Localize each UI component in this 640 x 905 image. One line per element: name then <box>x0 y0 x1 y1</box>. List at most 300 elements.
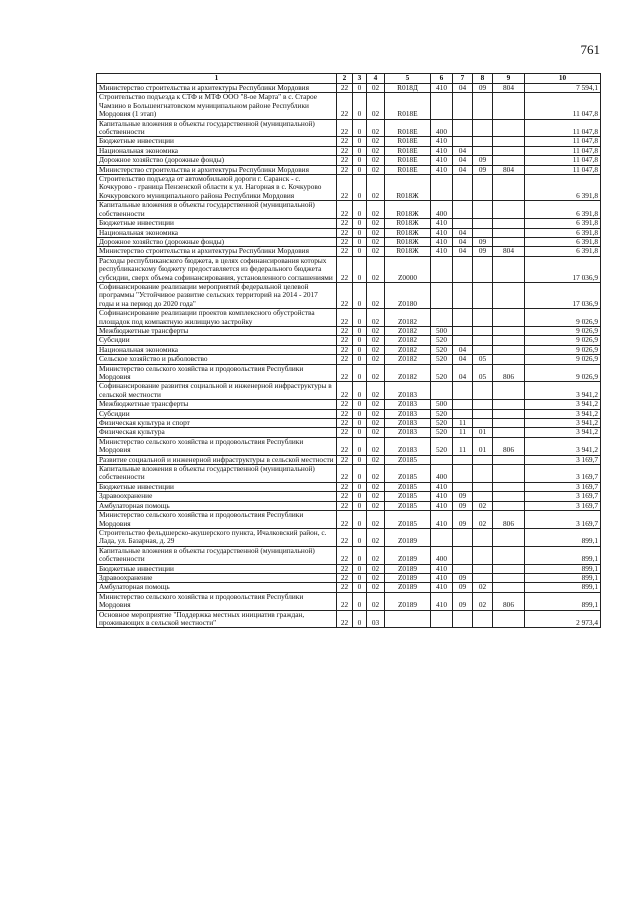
program-code-cell: R018Ж <box>385 201 431 219</box>
row-label: Сельское хозяйство и рыболовство <box>97 355 337 364</box>
row-label: Бюджетные инвестиции <box>97 482 337 491</box>
code-cell: 22 <box>337 592 353 610</box>
table-row <box>97 345 601 354</box>
code-cell: 02 <box>367 501 385 510</box>
budget-table <box>96 73 601 628</box>
ministry-code-cell <box>493 146 525 155</box>
expense-type-cell: 410 <box>431 156 453 165</box>
code-cell: 0 <box>353 482 367 491</box>
ministry-code-cell <box>493 256 525 282</box>
subsection-cell <box>473 256 493 282</box>
expense-type-cell <box>431 610 453 628</box>
program-code-cell: Z0189 <box>385 583 431 592</box>
ministry-code-cell <box>493 345 525 354</box>
subsection-cell <box>473 610 493 628</box>
section-cell: 09 <box>453 592 473 610</box>
amount-cell: 6 391,8 <box>525 228 601 237</box>
table-row <box>97 156 601 165</box>
column-header: 3 <box>353 74 367 84</box>
row-label: Физическая культура и спорт <box>97 419 337 428</box>
code-cell: 0 <box>353 364 367 382</box>
section-cell <box>453 482 473 491</box>
subsection-cell: 09 <box>473 237 493 246</box>
subsection-cell: 02 <box>473 592 493 610</box>
page-number: 761 <box>580 42 600 57</box>
section-cell: 04 <box>453 355 473 364</box>
code-cell: 0 <box>353 546 367 564</box>
code-cell: 0 <box>353 326 367 335</box>
section-cell <box>453 256 473 282</box>
table-row <box>97 382 601 400</box>
ministry-code-cell: 804 <box>493 165 525 174</box>
section-cell <box>453 400 473 409</box>
section-cell <box>453 528 473 546</box>
program-code-cell: R018Е <box>385 146 431 155</box>
subsection-cell <box>473 137 493 146</box>
amount-cell: 7 594,1 <box>525 84 601 93</box>
code-cell: 22 <box>337 237 353 246</box>
code-cell: 0 <box>353 336 367 345</box>
program-code-cell: Z0183 <box>385 400 431 409</box>
row-label: Субсидии <box>97 409 337 418</box>
code-cell: 22 <box>337 610 353 628</box>
program-code-cell: R018Ж <box>385 237 431 246</box>
ministry-code-cell <box>493 382 525 400</box>
code-cell: 22 <box>337 492 353 501</box>
code-cell: 02 <box>367 355 385 364</box>
subsection-cell <box>473 419 493 428</box>
section-cell <box>453 465 473 483</box>
section-cell: 11 <box>453 437 473 455</box>
row-label: Основное мероприятие "Поддержка местных инициатив граждан, проживающих в сельской местности" <box>97 610 337 628</box>
subsection-cell: 02 <box>473 583 493 592</box>
row-label: Министерство строительства и архитектуры Республики Мордовия <box>97 84 337 93</box>
table-row <box>97 336 601 345</box>
code-cell: 22 <box>337 501 353 510</box>
code-cell: 02 <box>367 228 385 237</box>
program-code-cell: Z0000 <box>385 256 431 282</box>
ministry-code-cell: 804 <box>493 247 525 256</box>
code-cell: 22 <box>337 165 353 174</box>
amount-cell: 11 047,8 <box>525 93 601 119</box>
amount-cell: 3 169,7 <box>525 465 601 483</box>
amount-cell: 899,1 <box>525 564 601 573</box>
expense-type-cell: 520 <box>431 345 453 354</box>
code-cell: 0 <box>353 175 367 201</box>
expense-type-cell: 520 <box>431 419 453 428</box>
ministry-code-cell: 806 <box>493 437 525 455</box>
section-cell <box>453 610 473 628</box>
row-label: Развитие социальной и инженерной инфраструктуры в сельской местности <box>97 455 337 464</box>
program-code-cell: Z0183 <box>385 382 431 400</box>
expense-type-cell <box>431 93 453 119</box>
row-label: Министерство сельского хозяйства и продовольствия Республики Мордовия <box>97 437 337 455</box>
ministry-code-cell <box>493 428 525 437</box>
ministry-code-cell <box>493 610 525 628</box>
row-label: Здравоохранение <box>97 492 337 501</box>
subsection-cell <box>473 573 493 582</box>
amount-cell: 899,1 <box>525 573 601 582</box>
subsection-cell: 05 <box>473 355 493 364</box>
amount-cell: 3 169,7 <box>525 501 601 510</box>
table-row <box>97 256 601 282</box>
amount-cell: 9 026,9 <box>525 355 601 364</box>
section-cell: 11 <box>453 419 473 428</box>
code-cell: 22 <box>337 84 353 93</box>
row-label: Строительство подъезда от автомобильной дороги г. Саранск - с. Кочкурово - граница Пензенской области к ул. Нагорная в с. Кочкурово Кочкуровского муниципального района Республики Мордовия <box>97 175 337 201</box>
code-cell: 02 <box>367 336 385 345</box>
ministry-code-cell <box>493 546 525 564</box>
code-cell: 22 <box>337 364 353 382</box>
section-cell <box>453 409 473 418</box>
section-cell <box>453 546 473 564</box>
section-cell: 04 <box>453 364 473 382</box>
code-cell: 0 <box>353 419 367 428</box>
ministry-code-cell <box>493 455 525 464</box>
code-cell: 02 <box>367 364 385 382</box>
code-cell: 02 <box>367 219 385 228</box>
row-label: Субсидии <box>97 336 337 345</box>
code-cell: 22 <box>337 309 353 327</box>
section-cell <box>453 336 473 345</box>
code-cell: 02 <box>367 583 385 592</box>
amount-cell: 9 026,9 <box>525 364 601 382</box>
subsection-cell <box>473 282 493 308</box>
column-header: 5 <box>385 74 431 84</box>
subsection-cell: 09 <box>473 84 493 93</box>
expense-type-cell: 400 <box>431 119 453 137</box>
row-label: Межбюджетные трансферты <box>97 326 337 335</box>
expense-type-cell: 410 <box>431 592 453 610</box>
code-cell: 22 <box>337 511 353 529</box>
subsection-cell <box>473 309 493 327</box>
program-code-cell: Z0183 <box>385 437 431 455</box>
code-cell: 22 <box>337 119 353 137</box>
subsection-cell <box>473 326 493 335</box>
section-cell: 04 <box>453 237 473 246</box>
program-code-cell: Z0182 <box>385 336 431 345</box>
ministry-code-cell <box>493 409 525 418</box>
section-cell: 04 <box>453 165 473 174</box>
code-cell: 0 <box>353 93 367 119</box>
code-cell: 02 <box>367 564 385 573</box>
code-cell: 02 <box>367 156 385 165</box>
expense-type-cell <box>431 282 453 308</box>
code-cell: 02 <box>367 528 385 546</box>
subsection-cell <box>473 201 493 219</box>
section-cell: 09 <box>453 501 473 510</box>
row-label: Капитальные вложения в объекты государственной (муниципальной) собственности <box>97 546 337 564</box>
code-cell: 02 <box>367 573 385 582</box>
amount-cell: 9 026,9 <box>525 345 601 354</box>
code-cell: 0 <box>353 501 367 510</box>
table-row <box>97 309 601 327</box>
code-cell: 22 <box>337 528 353 546</box>
subsection-cell <box>473 93 493 119</box>
amount-cell: 3 941,2 <box>525 419 601 428</box>
code-cell: 22 <box>337 256 353 282</box>
expense-type-cell: 410 <box>431 146 453 155</box>
code-cell: 0 <box>353 382 367 400</box>
program-code-cell: R018Ж <box>385 219 431 228</box>
table-row <box>97 465 601 483</box>
code-cell: 0 <box>353 400 367 409</box>
code-cell: 22 <box>337 137 353 146</box>
expense-type-cell: 410 <box>431 247 453 256</box>
section-cell <box>453 119 473 137</box>
code-cell: 0 <box>353 228 367 237</box>
row-label: Софинансирование реализации мероприятий федеральной целевой программы "Устойчивое развитие сельских территорий на 2014 - 2017 годы и на период до 2020 года" <box>97 282 337 308</box>
program-code-cell: Z0189 <box>385 528 431 546</box>
amount-cell: 6 391,8 <box>525 175 601 201</box>
table-row <box>97 455 601 464</box>
ministry-code-cell: 806 <box>493 511 525 529</box>
amount-cell: 9 026,9 <box>525 309 601 327</box>
subsection-cell: 01 <box>473 437 493 455</box>
amount-cell: 899,1 <box>525 592 601 610</box>
expense-type-cell: 400 <box>431 201 453 219</box>
amount-cell: 3 169,7 <box>525 455 601 464</box>
column-header: 10 <box>525 74 601 84</box>
code-cell: 0 <box>353 84 367 93</box>
section-cell: 04 <box>453 345 473 354</box>
code-cell: 02 <box>367 256 385 282</box>
ministry-code-cell <box>493 156 525 165</box>
amount-cell: 17 036,9 <box>525 256 601 282</box>
code-cell: 0 <box>353 437 367 455</box>
code-cell: 02 <box>367 309 385 327</box>
code-cell: 02 <box>367 247 385 256</box>
amount-cell: 899,1 <box>525 528 601 546</box>
section-cell: 04 <box>453 146 473 155</box>
amount-cell: 11 047,8 <box>525 165 601 174</box>
expense-type-cell: 520 <box>431 409 453 418</box>
table-row <box>97 201 601 219</box>
section-cell: 09 <box>453 492 473 501</box>
table-header-row <box>97 74 601 84</box>
expense-type-cell: 410 <box>431 219 453 228</box>
ministry-code-cell <box>493 564 525 573</box>
code-cell: 22 <box>337 219 353 228</box>
table-row <box>97 282 601 308</box>
code-cell: 22 <box>337 345 353 354</box>
code-cell: 02 <box>367 237 385 246</box>
row-label: Амбулаторная помощь <box>97 583 337 592</box>
program-code-cell: Z0180 <box>385 282 431 308</box>
row-label: Капитальные вложения в объекты государственной (муниципальной) собственности <box>97 119 337 137</box>
subsection-cell: 09 <box>473 156 493 165</box>
code-cell: 22 <box>337 228 353 237</box>
column-header: 6 <box>431 74 453 84</box>
amount-cell: 3 941,2 <box>525 400 601 409</box>
amount-cell: 6 391,8 <box>525 247 601 256</box>
ministry-code-cell <box>493 482 525 491</box>
table-row <box>97 228 601 237</box>
section-cell: 09 <box>453 511 473 529</box>
subsection-cell <box>473 219 493 228</box>
code-cell: 02 <box>367 345 385 354</box>
code-cell: 0 <box>353 428 367 437</box>
subsection-cell <box>473 336 493 345</box>
row-label: Министерство строительства и архитектуры Республики Мордовия <box>97 165 337 174</box>
program-code-cell: Z0189 <box>385 592 431 610</box>
subsection-cell <box>473 228 493 237</box>
subsection-cell <box>473 455 493 464</box>
ministry-code-cell <box>493 573 525 582</box>
code-cell: 0 <box>353 156 367 165</box>
amount-cell: 3 169,7 <box>525 511 601 529</box>
subsection-cell: 09 <box>473 247 493 256</box>
code-cell: 02 <box>367 511 385 529</box>
section-cell <box>453 309 473 327</box>
subsection-cell <box>473 409 493 418</box>
ministry-code-cell: 806 <box>493 364 525 382</box>
expense-type-cell: 520 <box>431 428 453 437</box>
code-cell: 0 <box>353 165 367 174</box>
subsection-cell <box>473 482 493 491</box>
program-code-cell: Z0185 <box>385 501 431 510</box>
section-cell: 11 <box>453 428 473 437</box>
expense-type-cell <box>431 455 453 464</box>
ministry-code-cell <box>493 355 525 364</box>
code-cell: 22 <box>337 482 353 491</box>
ministry-code-cell <box>493 528 525 546</box>
code-cell: 22 <box>337 282 353 308</box>
ministry-code-cell <box>493 336 525 345</box>
code-cell: 0 <box>353 583 367 592</box>
expense-type-cell: 520 <box>431 364 453 382</box>
row-label: Строительство подъезда к СТФ и МТФ ООО "8-ое Марта" в с. Старое Чамзино в Большеигнатовском муниципальном районе Республики Мордовия (1 этап) <box>97 93 337 119</box>
table-row <box>97 511 601 529</box>
code-cell: 02 <box>367 437 385 455</box>
expense-type-cell: 410 <box>431 501 453 510</box>
expense-type-cell <box>431 528 453 546</box>
table-row <box>97 364 601 382</box>
code-cell: 22 <box>337 93 353 119</box>
amount-cell: 3 941,2 <box>525 382 601 400</box>
code-cell: 0 <box>353 465 367 483</box>
program-code-cell: Z0183 <box>385 409 431 418</box>
amount-cell: 9 026,9 <box>525 326 601 335</box>
ministry-code-cell <box>493 137 525 146</box>
table-row <box>97 573 601 582</box>
code-cell: 0 <box>353 146 367 155</box>
expense-type-cell: 410 <box>431 583 453 592</box>
code-cell: 22 <box>337 400 353 409</box>
ministry-code-cell <box>493 228 525 237</box>
expense-type-cell <box>431 309 453 327</box>
subsection-cell <box>473 175 493 201</box>
table-row <box>97 419 601 428</box>
program-code-cell: R018Е <box>385 156 431 165</box>
expense-type-cell: 410 <box>431 165 453 174</box>
table-row <box>97 583 601 592</box>
row-label: Дорожное хозяйство (дорожные фонды) <box>97 237 337 246</box>
ministry-code-cell <box>493 400 525 409</box>
table-row <box>97 592 601 610</box>
amount-cell: 3 941,2 <box>525 437 601 455</box>
code-cell: 0 <box>353 256 367 282</box>
expense-type-cell: 500 <box>431 326 453 335</box>
amount-cell: 6 391,8 <box>525 219 601 228</box>
row-label: Софинансирование реализации проектов комплексного обустройства площадок под компактную жилищную застройку <box>97 309 337 327</box>
ministry-code-cell <box>493 119 525 137</box>
table-row <box>97 165 601 174</box>
code-cell: 02 <box>367 465 385 483</box>
row-label: Бюджетные инвестиции <box>97 564 337 573</box>
expense-type-cell: 410 <box>431 573 453 582</box>
column-header: 1 <box>97 74 337 84</box>
code-cell: 02 <box>367 137 385 146</box>
code-cell: 02 <box>367 382 385 400</box>
table-row <box>97 119 601 137</box>
ministry-code-cell <box>493 326 525 335</box>
row-label: Министерство сельского хозяйства и продовольствия Республики Мордовия <box>97 592 337 610</box>
program-code-cell: R018Д <box>385 84 431 93</box>
expense-type-cell: 410 <box>431 137 453 146</box>
program-code-cell: Z0183 <box>385 428 431 437</box>
code-cell: 22 <box>337 156 353 165</box>
code-cell: 02 <box>367 428 385 437</box>
row-label: Бюджетные инвестиции <box>97 219 337 228</box>
code-cell: 0 <box>353 219 367 228</box>
column-header: 9 <box>493 74 525 84</box>
code-cell: 22 <box>337 247 353 256</box>
program-code-cell: Z0189 <box>385 546 431 564</box>
table-row <box>97 437 601 455</box>
program-code-cell: Z0189 <box>385 564 431 573</box>
code-cell: 02 <box>367 482 385 491</box>
row-label: Здравоохранение <box>97 573 337 582</box>
subsection-cell <box>473 546 493 564</box>
subsection-cell <box>473 146 493 155</box>
code-cell: 0 <box>353 492 367 501</box>
amount-cell: 3 169,7 <box>525 492 601 501</box>
amount-cell: 3 169,7 <box>525 482 601 491</box>
subsection-cell <box>473 564 493 573</box>
expense-type-cell: 520 <box>431 355 453 364</box>
code-cell: 0 <box>353 528 367 546</box>
code-cell: 02 <box>367 119 385 137</box>
code-cell: 0 <box>353 309 367 327</box>
subsection-cell: 09 <box>473 165 493 174</box>
section-cell <box>453 219 473 228</box>
expense-type-cell: 410 <box>431 511 453 529</box>
section-cell <box>453 175 473 201</box>
code-cell: 0 <box>353 345 367 354</box>
code-cell: 22 <box>337 465 353 483</box>
subsection-cell <box>473 382 493 400</box>
code-cell: 0 <box>353 592 367 610</box>
ministry-code-cell <box>493 282 525 308</box>
section-cell <box>453 564 473 573</box>
code-cell: 03 <box>367 610 385 628</box>
program-code-cell: Z0185 <box>385 492 431 501</box>
expense-type-cell: 400 <box>431 465 453 483</box>
code-cell: 22 <box>337 564 353 573</box>
ministry-code-cell <box>493 219 525 228</box>
program-code-cell: Z0185 <box>385 465 431 483</box>
program-code-cell: Z0189 <box>385 573 431 582</box>
ministry-code-cell <box>493 419 525 428</box>
program-code-cell: Z0185 <box>385 455 431 464</box>
code-cell: 22 <box>337 326 353 335</box>
section-cell <box>453 455 473 464</box>
subsection-cell <box>473 345 493 354</box>
code-cell: 0 <box>353 455 367 464</box>
table-row <box>97 219 601 228</box>
table-row <box>97 546 601 564</box>
